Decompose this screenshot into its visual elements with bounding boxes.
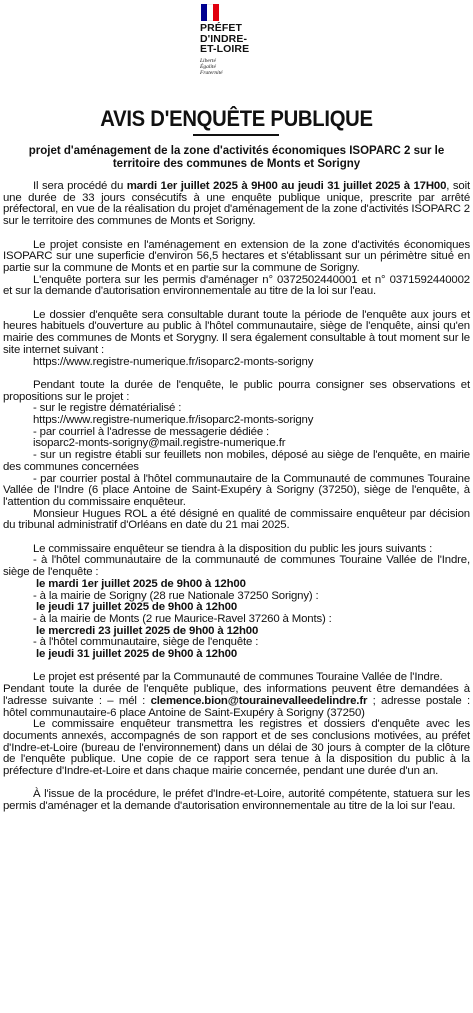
notice-body bbox=[3, 181, 470, 813]
paragraph-observations: Pendant toute la durée de l'enquête, le public pourra consigner ses observations et propositions sur le projet : bbox=[3, 378, 470, 403]
devise-line: Liberté bbox=[200, 57, 216, 64]
devise bbox=[200, 58, 280, 76]
paragraph-permits: L'enquête portera sur les permis d'aménager n° 0372502440001 et n° 0371592440002 et sur la demande d'autorisation environnementale au titre de la loi sur l'eau. bbox=[3, 273, 470, 298]
devise-line: Fraternité bbox=[200, 69, 223, 76]
dossier-url: https://www.registre-numerique.fr/isoparc2-monts-sorigny bbox=[33, 355, 314, 368]
marianne-flag-icon bbox=[201, 4, 219, 21]
text: , soit une durée de 33 jours consécutifs à une enquête publique unique, prescrite par arrêté préfectoral, en vue de la réalisation du projet d'aménagement de la zone d'activités ISOPARC 2 sur le territoire des communes de Monts et Sorigny. bbox=[3, 180, 471, 228]
title-divider bbox=[193, 134, 279, 136]
enquiry-dates: mardi 1er juillet 2025 à 9H00 au jeudi 31 juillet 2025 à 17H00 bbox=[126, 180, 447, 192]
paragraph-dossier: Le dossier d'enquête sera consultable durant toute la période de l'enquête aux jours et heures habituels d'ouverture au public à l'hôtel communautaire, siège de l'enquête, ainsi qu'en mairie des communes de Monts et Sorygny. Il sera également consultable à tout moment sur le site internet suivant : bbox=[3, 308, 470, 356]
paragraph-decision: À l'issue de la procédure, le préfet d'Indre-et-Loire, autorité compétente, statuera sur les permis d'aménager et la demande d'autorisation environnementale au titre de la loi sur l'eau. bbox=[3, 788, 470, 813]
subtitle: projet d'aménagement de la zone d'activités économiques ISOPARC 2 sur le territoire des communes de Monts et Sorigny bbox=[28, 145, 445, 170]
paragraph-contact bbox=[3, 684, 470, 719]
devise-line: Égalité bbox=[200, 63, 216, 70]
paragraph-intro bbox=[3, 181, 470, 228]
list-item: - sur un registre établi sur feuillets non mobiles, déposé au siège de l'enquête, en mairie des communes concernées bbox=[3, 449, 470, 473]
text: ; adresse postale : hôtel communautaire-6 place Antoine de Saint-Exupéry à Sorigny (37250) bbox=[3, 694, 470, 719]
paragraph-commissaire: Monsieur Hugues ROL a été désigné en qualité de commissaire enquêteur par décision du tribunal administratif d'Orléans en date du 21 mai 2025. bbox=[3, 507, 470, 532]
list-item: - à l'hôtel communautaire, siège de l'enquête : bbox=[33, 636, 259, 649]
prefecture-logo bbox=[200, 4, 280, 76]
list-item: - par courrier postal à l'hôtel communautaire de la Communauté de communes Touraine Vallée de l'Indre (6 place Antoine de Saint-Exupéry à Sorigny (37250), siège de l'enquête, à l'attention du commissaire enquêteur. bbox=[3, 472, 470, 508]
text: Pendant toute la durée de l'enquête publique, des informations peuvent être demandées à l'adresse suivante : – mél : bbox=[3, 683, 470, 707]
list-item: - à la mairie de Sorigny (28 rue Nationale 37250 Sorigny) : bbox=[33, 589, 319, 602]
paragraph-permanences: Le commissaire enquêteur se tiendra à la disposition du public les jours suivants : bbox=[33, 542, 433, 555]
flag-red bbox=[213, 4, 219, 21]
prefet-label bbox=[200, 23, 280, 55]
registre-url: https://www.registre-numerique.fr/isoparc2-monts-sorigny bbox=[33, 414, 314, 427]
permanence-date: le mardi 1er juillet 2025 de 9h00 à 12h00 bbox=[36, 577, 246, 590]
prefet-line: PRÉFET bbox=[200, 22, 243, 34]
list-item: - par courriel à l'adresse de messagerie dédiée : bbox=[33, 425, 270, 438]
list-item: - sur le registre dématérialisé : bbox=[33, 402, 182, 415]
permanence-date: le mercredi 23 juillet 2025 de 9h00 à 12h00 bbox=[36, 624, 259, 637]
registre-email: isoparc2-monts-sorigny@mail.registre-numerique.fr bbox=[33, 437, 286, 450]
paragraph-presented-by: Le projet est présenté par la Communauté de communes Touraine Vallée de l'Indre. bbox=[33, 671, 443, 684]
paragraph-project: Le projet consiste en l'aménagement en extension de la zone d'activités économiques ISOPARC sur une superficie d'environ 56,5 hectares et s'établissant sur un périmètre situé en partie sur la commune de Monts et en partie sur la commune de Sorigny. bbox=[3, 238, 470, 274]
contact-email: clemence.bion@tourainevalleedelindre.fr bbox=[150, 694, 368, 707]
permanence-date: le jeudi 17 juillet 2025 de 9h00 à 12h00 bbox=[36, 601, 238, 614]
permanence-date: le jeudi 31 juillet 2025 de 9h00 à 12h00 bbox=[36, 648, 238, 661]
paragraph-transmission: Le commissaire enquêteur transmettra les registres et dossiers d'enquête avec les documents annexés, accompagnés de son rapport et de ses conclusions motivées, au préfet d'Indre-et-Loire (bureau de l'environnement) dans un délai de 30 jours à compter de la clôture de l'enquête publique. Une copie de ce rapport sera tenue à la disposition du public à la préfecture d'Indre-et-Loire et dans chaque mairie concernée, pendant une durée d'un an. bbox=[3, 718, 470, 778]
text: Il sera procédé du bbox=[33, 180, 127, 192]
prefet-line: D'INDRE- bbox=[200, 32, 248, 45]
list-item: - à la mairie de Monts (2 rue Maurice-Ravel 37260 à Monts) : bbox=[33, 612, 332, 625]
page-title: AVIS D'ENQUÊTE PUBLIQUE bbox=[100, 106, 373, 131]
prefet-line: ET-LOIRE bbox=[200, 43, 250, 55]
list-item: - à l'hôtel communautaire de la communauté de communes Touraine Vallée de l'Indre, siège de l'enquête : bbox=[3, 554, 470, 579]
